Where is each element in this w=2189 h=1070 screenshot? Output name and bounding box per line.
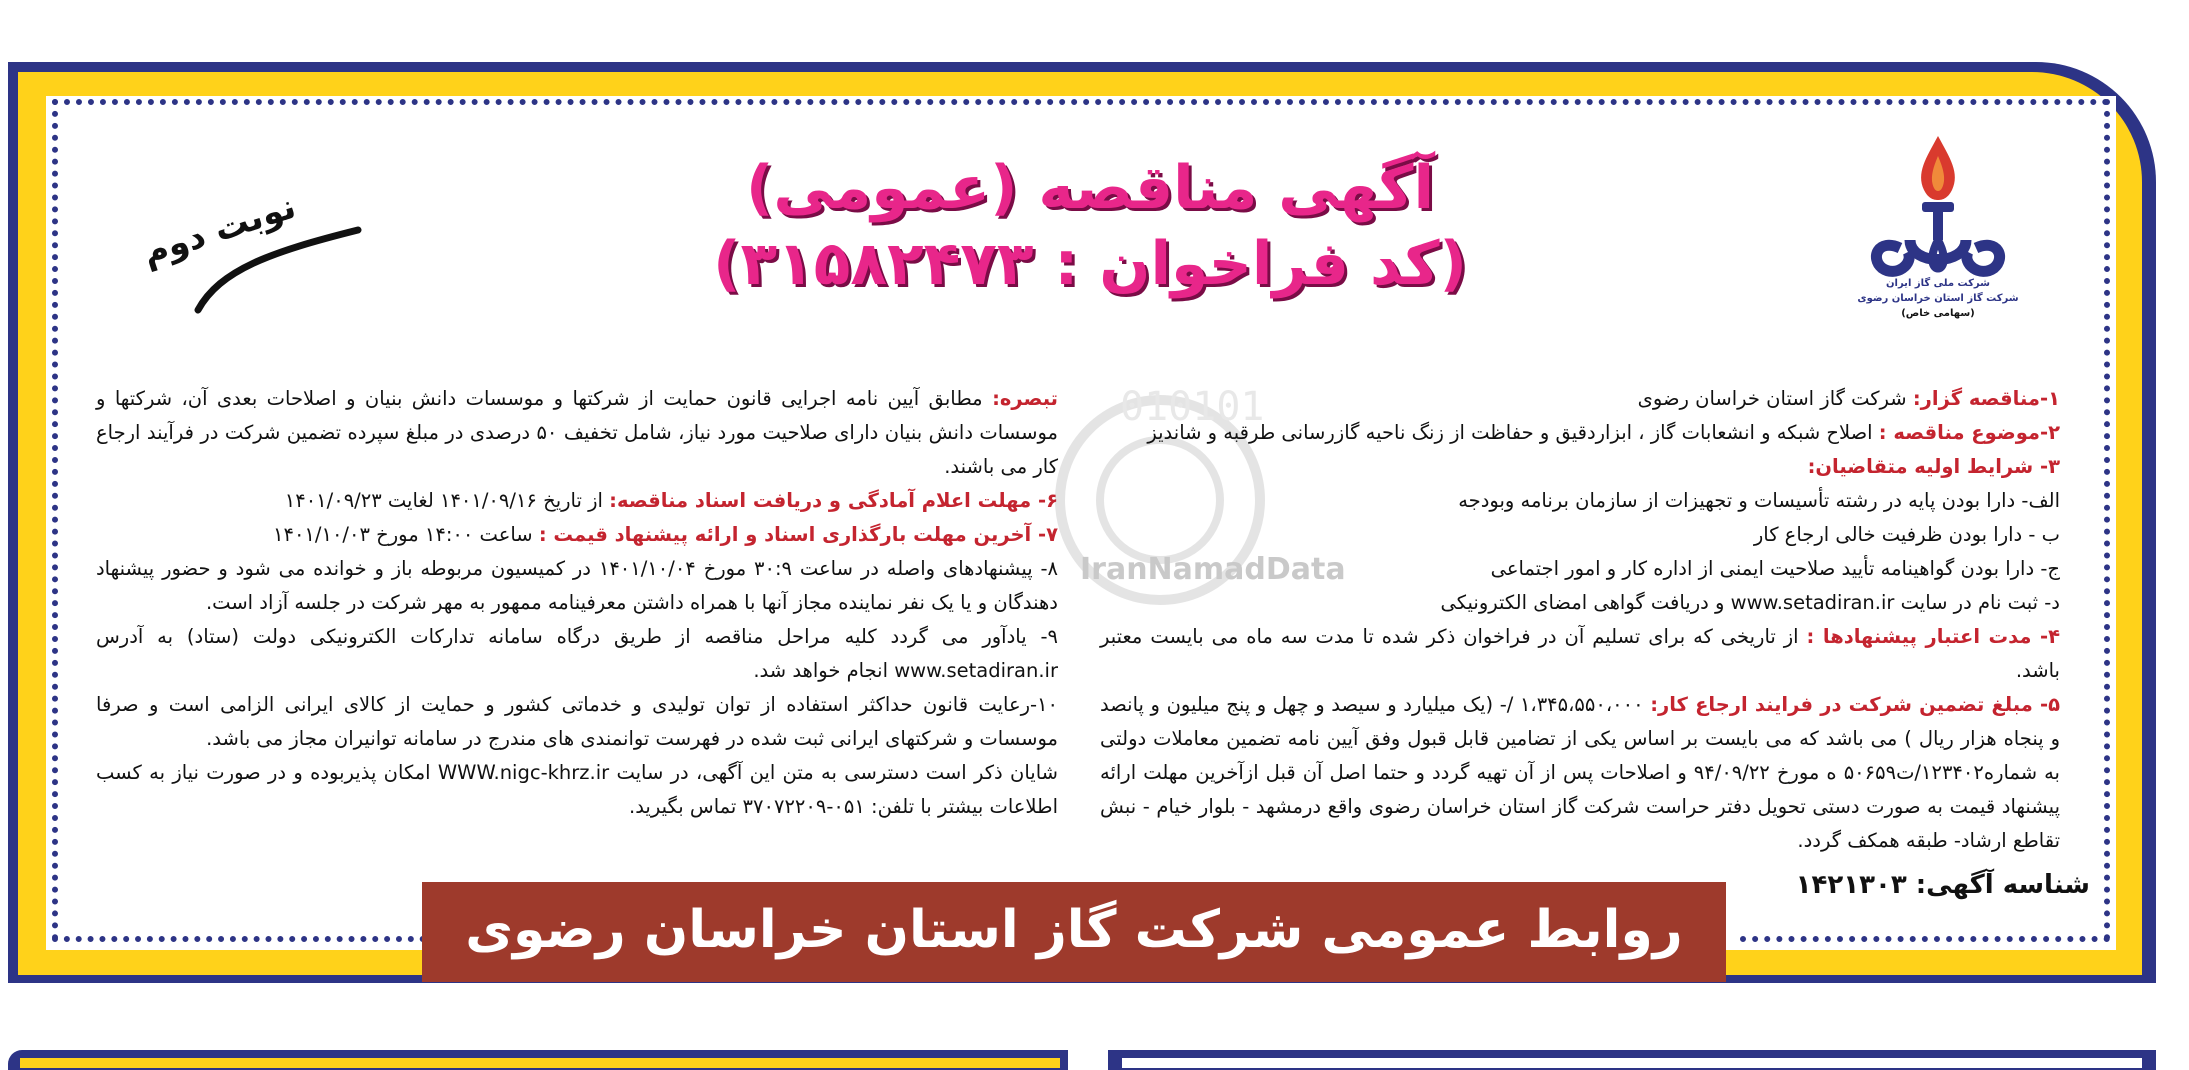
ad-title xyxy=(650,150,1530,302)
item-3-label: ۳- شرایط اولیه متقاضیان: xyxy=(1807,455,2060,478)
item-2-label: ۲-موضوع مناقصه : xyxy=(1878,421,2060,444)
logo-caption-2: شرکت گاز استان خراسان رضوی xyxy=(1857,293,2019,304)
requirement-d: د- ثبت نام در سایت www.setadiran.ir و دریافت گواهی امضای الکترونیکی xyxy=(1440,591,2060,614)
dotted-border-right xyxy=(2104,99,2110,941)
item-1-text: شرکت گاز استان خراسان رضوی xyxy=(1637,387,1913,410)
note-label: تبصره: xyxy=(992,387,1058,410)
next-ad-left-inner xyxy=(20,1058,1060,1068)
dotted-border-bottom-left xyxy=(52,936,426,942)
ad-left-column xyxy=(96,382,1058,824)
ad-id xyxy=(1790,870,2090,900)
requirement-a: الف- دارا بودن پایه در رشته تأسیسات و تجهیزات از سازمان برنامه وبودجه xyxy=(1458,489,2060,512)
item-7-text: ساعت ۱۴:۰۰ مورخ ۱۴۰۱/۱۰/۰۳ xyxy=(273,523,539,546)
dotted-border-left xyxy=(52,99,58,941)
requirement-b: ب - دارا بودن ظرفیت خالی ارجاع کار xyxy=(1753,523,2060,546)
item-4-text: از تاریخی که برای تسلیم آن در فراخوان ذکر شده تا مدت سه ماه می بایست معتبر باشد. xyxy=(1100,625,2060,682)
item-3 xyxy=(1100,450,2060,484)
logo-caption-1: شرکت ملی گاز ایران xyxy=(1886,278,1990,289)
item-10: ۱۰-رعایت قانون حداکثر استفاده از توان تولیدی و خدماتی کشور و حمایت از کالای ایرانی الزامی است و صرفا موسسات و شرکتهای ایرانی ثبت شده در فهرست توانمندی های مندرج در سامانه توانیران مجاز می باشد. xyxy=(96,693,1058,750)
item-8: ۸- پیشنهادهای واصله در ساعت ۳۰:۹ مورخ ۱۴۰۱/۱۰/۰۴ در کمیسیون مربوطه باز و خوانده می شود و حضور پیشنهاد دهندگان و یا یک نفر نماینده مجاز آنها با همراه داشتن معرفینامه ممهور به مهر شرکت در جلسه آزاد است. xyxy=(96,557,1059,614)
item-6-text: از تاریخ ۱۴۰۱/۰۹/۱۶ لغایت ۱۴۰۱/۰۹/۲۳ xyxy=(284,489,610,512)
item-2 xyxy=(1100,416,2060,450)
dotted-border-top xyxy=(52,99,2110,105)
note-text: مطابق آیین نامه اجرایی قانون حمایت از شرکتها و موسسات دانش بنیان و اصلاحات بعدی آن، شرکتها و موسسات دانش بنیان دارای صلاحیت مورد نیاز، شامل تخفیف ۵۰ درصدی در مبلغ سپرده تضمین شرکت در فرآیند ارجاع کار می باشند. xyxy=(96,387,1058,478)
item-1 xyxy=(1100,382,2060,416)
item-6-label: ۶- مهلت اعلام آمادگی و دریافت اسناد مناقصه: xyxy=(609,489,1058,512)
second-round-label: نوبت دوم xyxy=(137,186,301,274)
item-6 xyxy=(96,484,1058,518)
ad-id-label: شناسه آگهی: xyxy=(1915,870,2090,900)
closing-note: شایان ذکر است دسترسی به متن این آگهی، در سایت WWW.nigc-khrz.ir امکان پذیربوده و در صورت نیاز به کسب اطلاعات بیشتر با تلفن: ۰۵۱-۳۷۰۷۲۲۰۹ تماس بگیرید. xyxy=(96,761,1058,818)
svg-text:010101: 010101 xyxy=(1120,384,1265,430)
item-1-label: ۱-مناقصه گزار: xyxy=(1912,387,2060,410)
nigc-logo xyxy=(1838,128,2038,328)
item-4 xyxy=(1100,620,2060,688)
footer-banner: روابط عمومی شرکت گاز استان خراسان رضوی xyxy=(422,882,1726,982)
item-4-label: ۴- مدت اعتبار پیشنهادها : xyxy=(1806,625,2060,648)
ad-title-line2: (کد فراخوان : ۳۱۵۸۲۴۷۳) xyxy=(713,229,1467,299)
logo-caption-3: (سهامی خاص) xyxy=(1901,308,1975,319)
flame-logo-icon xyxy=(1838,128,2038,298)
item-5-label: ۵- مبلغ تضمین شرکت در فرایند ارجاع کار: xyxy=(1650,693,2060,716)
item-5-text: ۱،۳۴۵،۵۵۰،۰۰۰ /- (یک میلیارد و سیصد و چهل و پنج میلیون و پانصد و پنجاه هزار ریال ) می باشد که می بایست بر اساس یکی از تضامین قابل قبول وفق آیین نامه تضمین معاملات دولتی به شماره۱۲۳۴۰۲/ت۵۰۶۵۹ ه مورخ ۹۴/۰۹/۲۲ و اصلاحات پس از آن تهیه گردد و حتما اصل آن قبل ازآخرین مهلت ارائه پیشنهاد قیمت به صورت دستی تحویل دفتر حراست شرکت گاز استان خراسان رضوی واقع درمشهد - بلوار خیام - نبش تقاطع ارشاد- طبقه همکف گردد. xyxy=(1100,693,2060,852)
item-2-text: اصلاح شبکه و انشعابات گاز ، ابزاردقیق و حفاظت از زنگ ناحیه گازرسانی طرقبه و شاندیز xyxy=(1147,421,1879,444)
requirement-c: ج- دارا بودن گواهینامه تأیید صلاحیت ایمنی از اداره کار و امور اجتماعی xyxy=(1490,557,2060,580)
ad-right-column xyxy=(1100,382,2060,858)
item-7 xyxy=(96,518,1058,552)
item-5 xyxy=(1100,688,2060,858)
item-9: ۹- یادآور می گردد کلیه مراحل مناقصه از طریق درگاه سامانه تدارکات الکترونیکی دولت (ستاد) به آدرس www.setadiran.ir انجام خواهد شد. xyxy=(96,625,1058,682)
ad-title-line1: آگهی مناقصه (عمومی) xyxy=(745,153,1435,223)
watermark-text: IranNamadData xyxy=(1080,552,1346,587)
ad-id-value: ۱۴۲۱۳۰۳ xyxy=(1795,870,1907,900)
note xyxy=(96,382,1058,484)
next-ad-right-inner xyxy=(1122,1058,2142,1068)
item-7-label: ۷- آخرین مهلت بارگذاری اسناد و ارائه پیشنهاد قیمت : xyxy=(538,523,1058,546)
dotted-border-bottom-right xyxy=(1740,936,2110,942)
